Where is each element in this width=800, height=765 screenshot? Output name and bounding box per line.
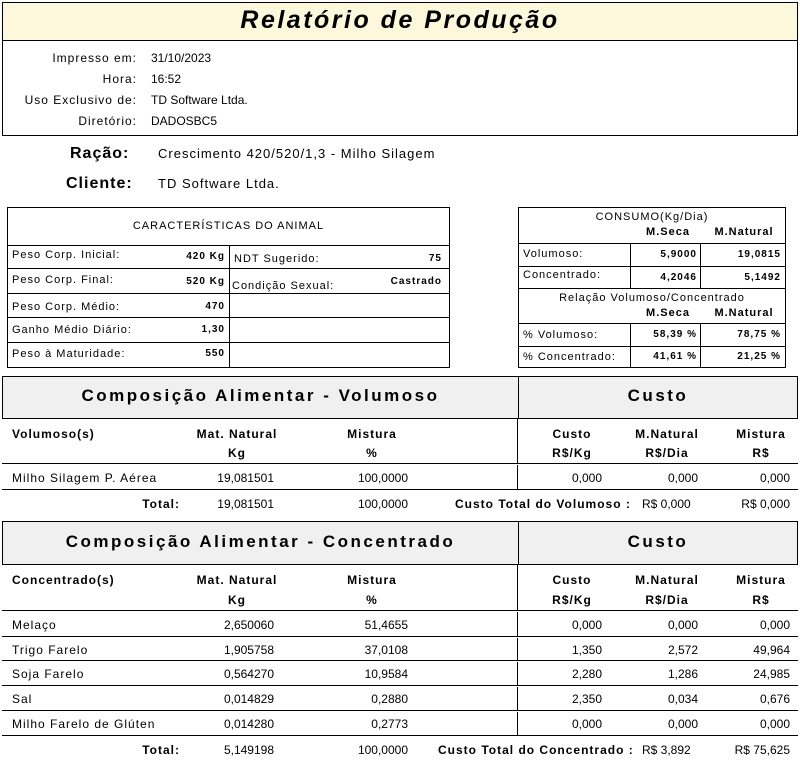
cliente-value: TD Software Ltda. bbox=[158, 176, 280, 191]
directory-value: DADOSBC5 bbox=[151, 114, 218, 128]
table-row bbox=[2, 712, 798, 736]
row-mist: 100,0000 bbox=[357, 471, 408, 485]
row-mist: 10,9584 bbox=[364, 667, 408, 681]
animal-row-label: Peso Corp. Médio: bbox=[12, 301, 121, 313]
table-row bbox=[2, 662, 798, 686]
relacao-row-label: % Concentrado: bbox=[523, 351, 616, 363]
concentrado-col-mnat: M.Natural bbox=[635, 573, 699, 587]
report-title: Relatório de Produção bbox=[240, 6, 560, 34]
consumo-box bbox=[518, 207, 786, 368]
concentrado-col-mist2-unit: R$ bbox=[752, 593, 770, 607]
relacao-col-natural: M.Natural bbox=[714, 307, 774, 319]
total-mist2: R$ 0,000 bbox=[741, 497, 790, 511]
directory-label: Diretório: bbox=[78, 114, 137, 128]
consumo-col-seca: M.Seca bbox=[646, 226, 690, 238]
total-mat: 5,149198 bbox=[223, 743, 274, 757]
sexo-label: Condição Sexual: bbox=[232, 280, 335, 292]
concentrado-col-header bbox=[2, 564, 798, 611]
volumoso-col-custo: Custo bbox=[552, 427, 592, 441]
racao-value: Crescimento 420/520/1,3 - Milho Silagem bbox=[158, 146, 436, 161]
concentrado-col-mist: Mistura bbox=[347, 573, 397, 587]
row-mat: 19,081501 bbox=[217, 471, 274, 485]
total-label: Total: bbox=[142, 743, 180, 757]
volumoso-col-mat: Mat. Natural bbox=[196, 427, 278, 441]
volumoso-custo-title: Custo bbox=[627, 386, 689, 405]
concentrado-section-header bbox=[2, 521, 798, 565]
row-custo: 0,000 bbox=[571, 717, 602, 731]
total-custo-label: Custo Total do Volumoso : bbox=[455, 497, 631, 511]
row-custo: 0,000 bbox=[571, 471, 602, 485]
relacao-row-natural: 21,25 % bbox=[737, 351, 781, 362]
row-name: Soja Farelo bbox=[12, 667, 85, 681]
row-mat: 0,564270 bbox=[223, 667, 274, 681]
row-mist: 51,4655 bbox=[364, 618, 408, 632]
row-name: Trigo Farelo bbox=[12, 643, 89, 657]
row-mist2: 0,676 bbox=[759, 692, 790, 706]
volumoso-section-header bbox=[2, 376, 798, 419]
exclusive-value: TD Software Ltda. bbox=[151, 93, 248, 107]
row-mist2: 49,964 bbox=[753, 643, 790, 657]
animal-row-label: Peso Corp. Final: bbox=[12, 274, 114, 286]
row-mist2: 24,985 bbox=[753, 667, 790, 681]
total-mist: 100,0000 bbox=[357, 743, 408, 757]
consumo-row-label: Volumoso: bbox=[523, 248, 584, 260]
sexo-value: Castrado bbox=[390, 276, 442, 287]
row-custo: 2,280 bbox=[571, 667, 602, 681]
relacao-row-natural: 78,75 % bbox=[737, 329, 781, 340]
table-row bbox=[2, 465, 798, 490]
relacao-row-seca: 41,61 % bbox=[653, 351, 697, 362]
animal-row-label: Peso Corp. Inicial: bbox=[12, 249, 121, 261]
animal-title: CARACTERÍSTICAS DO ANIMAL bbox=[132, 220, 325, 232]
total-mist2: R$ 75,625 bbox=[734, 743, 790, 757]
table-row bbox=[2, 687, 798, 711]
animal-row-value: 550 bbox=[205, 348, 225, 359]
printed-value: 31/10/2023 bbox=[151, 51, 212, 65]
row-mat: 2,650060 bbox=[223, 618, 274, 632]
relacao-row-label: % Volumoso: bbox=[523, 329, 599, 341]
row-mat: 0,014829 bbox=[223, 692, 274, 706]
volumoso-col-mat-unit: Kg bbox=[228, 446, 246, 460]
volumoso-col-header bbox=[2, 418, 798, 464]
animal-row-value: 520 Kg bbox=[186, 276, 225, 287]
row-mist: 0,2880 bbox=[371, 692, 408, 706]
row-mat: 0,014280 bbox=[223, 717, 274, 731]
volumoso-col-mist-unit: % bbox=[366, 446, 378, 460]
row-name: Melaço bbox=[12, 618, 57, 632]
consumo-col-natural: M.Natural bbox=[714, 226, 774, 238]
concentrado-col-custo-unit: R$/Kg bbox=[552, 593, 592, 607]
volumoso-col-mnat: M.Natural bbox=[635, 427, 699, 441]
volumoso-col-mist2-unit: R$ bbox=[752, 446, 770, 460]
animal-row-label: Ganho Médio Diário: bbox=[12, 324, 132, 336]
volumoso-col-mist: Mistura bbox=[347, 427, 397, 441]
concentrado-title: Composição Alimentar - Concentrado bbox=[65, 532, 456, 551]
animal-row-value: 1,30 bbox=[201, 324, 225, 335]
total-mat: 19,081501 bbox=[217, 497, 274, 511]
animal-row-label: Peso à Maturidade: bbox=[12, 348, 126, 360]
hour-label: Hora: bbox=[102, 72, 137, 86]
printed-label: Impresso em: bbox=[52, 51, 137, 65]
row-name: Milho Silagem P. Aérea bbox=[12, 471, 158, 485]
concentrado-col-mat: Mat. Natural bbox=[196, 573, 278, 587]
volumoso-total-row bbox=[2, 491, 798, 515]
racao-label: Ração: bbox=[70, 145, 130, 162]
row-mist2: 0,000 bbox=[759, 717, 790, 731]
table-row bbox=[2, 638, 798, 661]
row-name: Milho Farelo de Glúten bbox=[12, 717, 156, 731]
row-custo: 2,350 bbox=[571, 692, 602, 706]
row-mnat: 0,000 bbox=[667, 717, 698, 731]
table-row bbox=[2, 612, 798, 637]
animal-row-value: 470 bbox=[205, 301, 225, 312]
concentrado-col-mnat-unit: R$/Dia bbox=[645, 593, 689, 607]
consumo-row-natural: 5,1492 bbox=[744, 272, 781, 283]
hour-value: 16:52 bbox=[151, 72, 182, 86]
volumoso-col-custo-unit: R$/Kg bbox=[552, 446, 592, 460]
concentrado-custo-title: Custo bbox=[627, 532, 689, 551]
row-name: Sal bbox=[12, 692, 33, 706]
consumo-row-seca: 4,2046 bbox=[660, 272, 697, 283]
consumo-row-label: Concentrado: bbox=[523, 269, 602, 281]
volumoso-col-mist2: Mistura bbox=[736, 427, 786, 441]
relacao-row-seca: 58,39 % bbox=[653, 329, 697, 340]
total-custo-value: R$ 0,000 bbox=[642, 497, 691, 511]
row-mist2: 0,000 bbox=[759, 618, 790, 632]
report-header bbox=[2, 2, 798, 136]
row-mnat: 2,572 bbox=[667, 643, 698, 657]
ndt-label: NDT Sugerido: bbox=[234, 253, 320, 265]
row-custo: 0,000 bbox=[571, 618, 602, 632]
total-custo-value: R$ 3,892 bbox=[642, 743, 691, 757]
row-mnat: 1,286 bbox=[667, 667, 698, 681]
relacao-title: Relação Volumoso/Concentrado bbox=[559, 292, 745, 304]
consumo-title: CONSUMO(Kg/Dia) bbox=[595, 211, 709, 223]
volumoso-col-name: Volumoso(s) bbox=[12, 427, 95, 441]
animal-box bbox=[7, 207, 450, 368]
row-mist2: 0,000 bbox=[759, 471, 790, 485]
row-mnat: 0,000 bbox=[667, 471, 698, 485]
cliente-label: Cliente: bbox=[66, 175, 133, 192]
concentrado-col-mat-unit: Kg bbox=[228, 593, 246, 607]
concentrado-total-row bbox=[2, 737, 798, 763]
concentrado-col-custo: Custo bbox=[552, 573, 592, 587]
row-mist: 0,2773 bbox=[371, 717, 408, 731]
row-custo: 1,350 bbox=[571, 643, 602, 657]
concentrado-col-name: Concentrado(s) bbox=[12, 573, 115, 587]
concentrado-col-mist-unit: % bbox=[366, 593, 378, 607]
animal-row-value: 420 Kg bbox=[186, 251, 225, 262]
consumo-row-natural: 19,0815 bbox=[737, 249, 781, 260]
total-label: Total: bbox=[142, 497, 180, 511]
consumo-row-seca: 5,9000 bbox=[660, 249, 697, 260]
ndt-value: 75 bbox=[428, 253, 442, 264]
row-mist: 37,0108 bbox=[364, 643, 408, 657]
volumoso-col-mnat-unit: R$/Dia bbox=[645, 446, 689, 460]
row-mnat: 0,000 bbox=[667, 618, 698, 632]
row-mat: 1,905758 bbox=[223, 643, 274, 657]
row-mnat: 0,034 bbox=[667, 692, 698, 706]
volumoso-title: Composição Alimentar - Volumoso bbox=[81, 386, 440, 405]
concentrado-col-mist2: Mistura bbox=[736, 573, 786, 587]
total-mist: 100,0000 bbox=[357, 497, 408, 511]
total-custo-label: Custo Total do Concentrado : bbox=[438, 743, 634, 757]
exclusive-label: Uso Exclusivo de: bbox=[24, 93, 137, 107]
relacao-col-seca: M.Seca bbox=[646, 307, 690, 319]
